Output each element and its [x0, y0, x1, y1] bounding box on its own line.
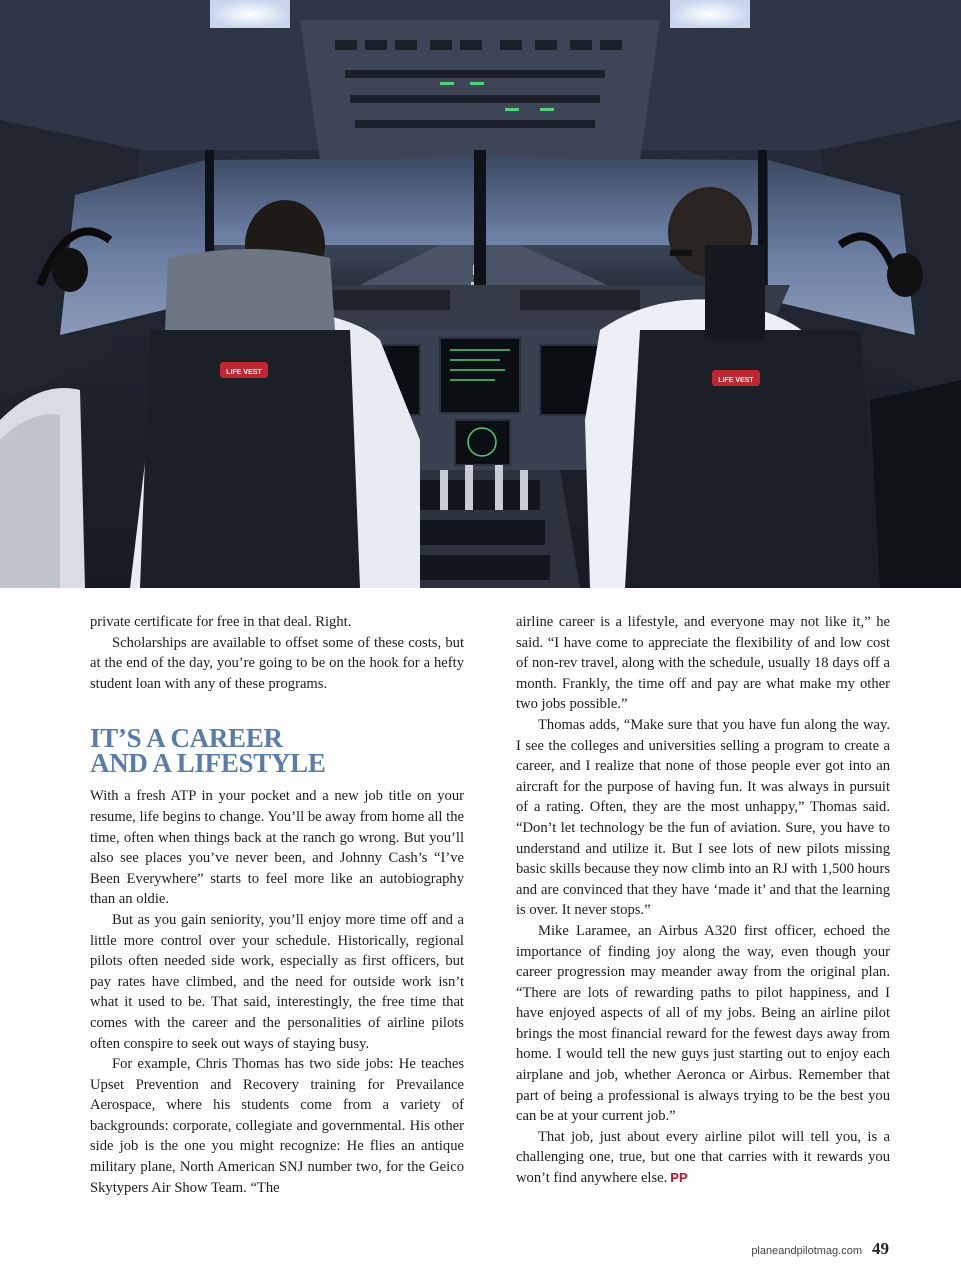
cockpit-photo — [0, 0, 961, 588]
right-column — [516, 612, 890, 1189]
section-heading-line2: AND A LIFESTYLE — [90, 748, 326, 779]
paragraph-text: That job, just about every airline pilot will tell you, is a challenging one, true, but one that carries with it rewards you won’t find anywhere else. — [516, 1128, 890, 1187]
paragraph: With a fresh ATP in your pocket and a new job title on your resume, life begins to change. You’ll be away from home all the time, often when things back at the ranch go wrong. But you’ll also see places you’ve never been, and Johnny Cash’s “I’ve Been Everywhere” starts to feel more like an autobiography than an oldie. — [90, 788, 464, 908]
left-column — [90, 612, 464, 1198]
right-seat-placard: LIFE VEST — [718, 377, 754, 384]
section-heading-line1: IT’S A CAREER — [90, 723, 283, 754]
page-footer — [751, 1239, 889, 1259]
paragraph: But as you gain seniority, you’ll enjoy more time off and a little more control over your schedule. Historically, regional pilots often needed side work, especially as first officers, but pay rates have climbed, and the need for outside work isn’t what it used to be. That said, interestingly, the free time that comes with the career and the personalities of airline pilots often conspire to seek out ways of staying busy. — [90, 911, 464, 1052]
footer-site-url: planeandpilotmag.com — [751, 1245, 862, 1257]
paragraph: Thomas adds, “Make sure that you have fun along the way. I see the colleges and universities selling a program to create a career, and I realize that none of those people ever got into an aircraft for the purpose of having fun. It was always in pursuit of a rating. Often, they are the most unhappy,” Thomas said. “Don’t let technology be the fun of aviation. Sure, you have to understand and utilize it. But I see lots of new pilots missing basic skills because they now climb into an RJ with 1,500 hours and are convinced that they have ‘made it’ and that the learning is over. It never stops.” — [516, 716, 890, 919]
paragraph: airline career is a lifestyle, and everyone may not like it,” he said. “I have come to appreciate the flexibility of and low cost of non-rev travel, along with the schedule, usually 18 days off a month. Frankly, the time off and pay are what make my other two jobs possible.” — [516, 614, 890, 713]
final-paragraph — [516, 1127, 890, 1189]
end-mark: PP — [670, 1170, 688, 1186]
left-seat-placard: LIFE VEST — [226, 369, 262, 376]
paragraph: private certificate for free in that deal. Right. — [90, 614, 352, 630]
paragraph: Mike Laramee, an Airbus A320 first officer, echoed the importance of finding joy along the way, even though your career progression may meander away from the original plan. “There are lots of rewarding paths to pilot happiness, and I have enjoyed aspects of all of my jobs. Being an airline pilot brings the most financial reward for the fewest days away from home. I would tell the new guys just starting out to enjoy each airplane and job, whether Aeronca or Airbus. Remember that part of being a professional is always trying to be the best you can be at your current job.” — [516, 922, 890, 1125]
paragraph: For example, Chris Thomas has two side jobs: He teaches Upset Prevention and Recovery training for Prevailance Aerospace, where his students come from a variety of backgrounds: corporate, collegiate and governmental. His other side job is the one you might recognize: He flies an antique military plane, North American SNJ number two, for the Geico Skytypers Air Show Team. “The — [90, 1056, 464, 1196]
paragraph: Scholarships are available to offset some of these costs, but at the end of the day, you’re going to be on the hook for a hefty student loan with any of these programs. — [90, 634, 464, 692]
section-heading — [90, 723, 464, 779]
page-number: 49 — [872, 1239, 889, 1258]
